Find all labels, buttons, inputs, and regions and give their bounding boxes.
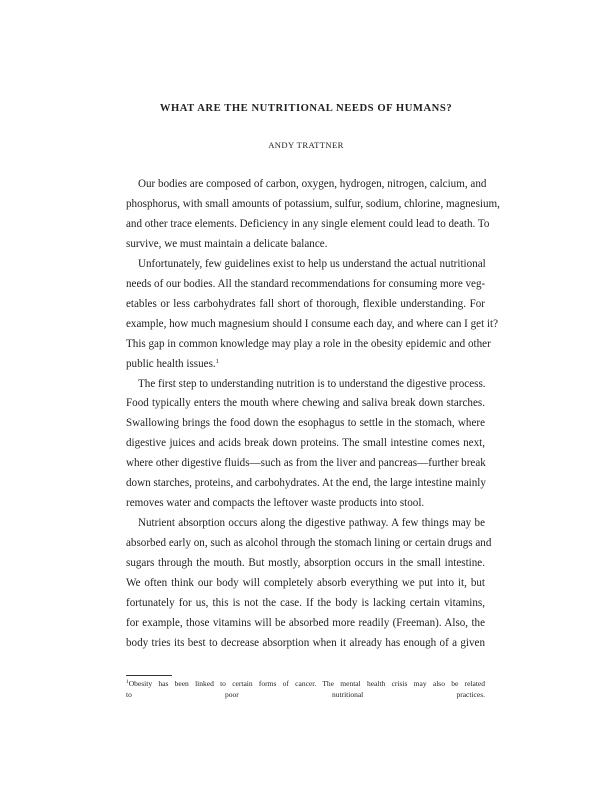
footnote-line [126, 679, 485, 690]
text-line: body tries its best to decrease absorption when it already has enough of a given [126, 636, 485, 649]
text-line: needs of our bodies. All the standard recommendations for consuming more veg- [126, 277, 486, 290]
text-line: Swallowing brings the food down the esophagus to settle in the stomach, where [126, 417, 485, 430]
footnote-reference[interactable]: 1 [215, 357, 219, 365]
footnote [126, 679, 485, 700]
text-line: survive, we must maintain a delicate balance. [126, 237, 328, 250]
text-line: Our bodies are composed of carbon, oxygen, hydrogen, nitrogen, calcium, and [138, 178, 487, 190]
paragraph-3 [126, 375, 485, 515]
text-line: fortunately for us, this is not the case. If the body is lacking certain vitamins, [126, 597, 485, 610]
text-line: where other digestive fluids—such as from the liver and pancreas—further break [126, 457, 486, 470]
text-line: Unfortunately, few guidelines exist to help us understand the actual nutritional [138, 257, 486, 270]
text-line: digestive juices and acids break down proteins. The small intestine comes next, [126, 437, 485, 450]
text-line: absorbed early on, such as alcohol through the stomach lining or certain drugs and [126, 537, 492, 550]
body-text [126, 175, 500, 654]
text-line: down starches, proteins, and carbohydrates. At the end, the large intestine mainly [126, 477, 486, 490]
text-line: and other trace elements. Deficiency in any single element could lead to death. To [126, 217, 490, 230]
text-line: Nutrient absorption occurs along the digestive pathway. A few things may be [138, 517, 485, 530]
footnote-mark: 1 [126, 679, 129, 685]
text-line-with-footnote [126, 355, 485, 375]
footnote-divider [126, 675, 172, 676]
text-line: Food typically enters the mouth where chewing and saliva break down starches. [126, 397, 485, 410]
text-line: sugars through the mouth. But mostly, absorption occurs in the small intestine. [126, 557, 485, 570]
paper-title: WHAT ARE THE NUTRITIONAL NEEDS OF HUMANS? [159, 103, 453, 114]
footnote-text: Obesity has been linked to certain forms of cancer. The mental health crisis may also be related [128, 679, 485, 688]
text-line: removes water and compacts the leftover waste products into stool. [126, 497, 425, 510]
paragraph-4 [126, 514, 492, 654]
author-name: ANDY TRATTNER [268, 140, 344, 150]
footnote-line: to poor nutritional practices. [126, 689, 485, 699]
text-line: We often think our body will completely absorb everything we put into it, but [126, 577, 485, 590]
text-line: This gap in common knowledge may play a role in the obesity epidemic and other [126, 337, 491, 350]
text-line: phosphorus, with small amounts of potassium, sulfur, sodium, chlorine, magnesium, [126, 197, 500, 210]
paragraph-1 [126, 175, 500, 255]
text-line: for example, those vitamins will be absorbed more readily (Freeman). Also, the [126, 616, 485, 629]
paragraph-2 [126, 255, 499, 375]
text-line: public health issues. [126, 357, 216, 370]
text-line: etables or less carbohydrates fall short of thorough, flexible understanding. For [126, 297, 485, 310]
text-line: The first step to understanding nutrition is to understand the digestive process. [138, 377, 486, 390]
text-line: example, how much magnesium should I consume each day, and where can I get it? [126, 317, 499, 330]
